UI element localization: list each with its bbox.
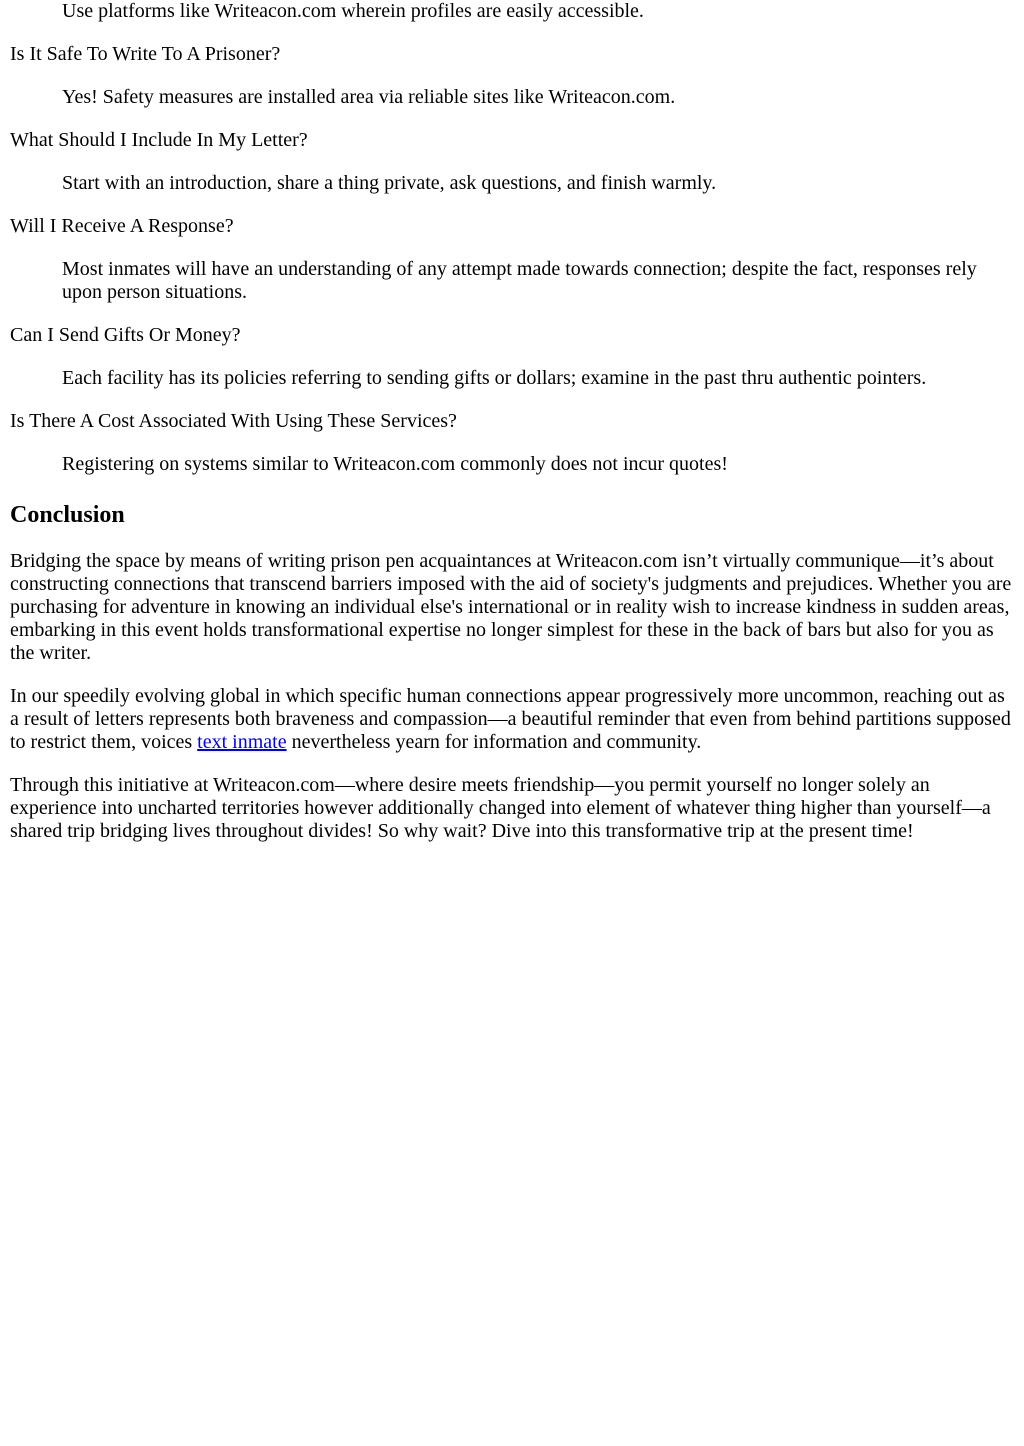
faq-answer: Yes! Safety measures are installed area via reliable sites like Writeacon.com. (62, 86, 676, 108)
paragraph-2-text-before: In our speedily evolving global in which specific human connections appear progressively more uncommon, reaching out as a result of letters represents both braveness and compassion—a beautiful reminder that even from behind partitions supposed to restrict them, voices (10, 685, 1011, 753)
faq-answer: Each facility has its policies referring to sending gifts or dollars; examine in the past thru authentic pointers. (62, 367, 927, 389)
conclusion-heading: Conclusion (10, 502, 125, 528)
faq-answer: Start with an introduction, share a thing private, ask questions, and finish warmly. (62, 172, 717, 194)
faq-question: What Should I Include In My Letter? (10, 129, 308, 151)
faq-question: Will I Receive A Response? (10, 215, 234, 237)
faq-list (10, 0, 1014, 476)
faq-answer: Use platforms like Writeacon.com wherein profiles are easily accessible. (62, 0, 644, 22)
faq-question: Can I Send Gifts Or Money? (10, 324, 241, 346)
faq-question: Is There A Cost Associated With Using These Services? (10, 410, 457, 432)
faq-answer: Most inmates will have an understanding of any attempt made towards connection; despite the fact, responses rely upon person situations. (62, 258, 977, 303)
conclusion-paragraph-2 (10, 685, 1014, 754)
text-inmate-link[interactable]: text inmate (197, 731, 287, 753)
faq-answer: Registering on systems similar to Writeacon.com commonly does not incur quotes! (62, 453, 728, 475)
conclusion-paragraph-1: Bridging the space by means of writing prison pen acquaintances at Writeacon.com isn’t virtually communique—it’s about constructing connections that transcend barriers imposed with the aid of society's judgments and prejudices. Whether you are purchasing for adventure in knowing an individual else's international or in reality wish to increase kindness in sudden areas, embarking in this event holds transformational expertise no longer simplest for these in the back of bars but also for you as the writer. (10, 550, 1012, 664)
faq-question: Is It Safe To Write To A Prisoner? (10, 43, 281, 65)
conclusion-paragraph-3: Through this initiative at Writeacon.com—where desire meets friendship—you permit yourself no longer solely an experience into uncharted territories however additionally changed into element of whatever thing higher than yourself—a shared trip bridging lives throughout divides! So why wait? Dive into this transformative trip at the present time! (10, 774, 991, 842)
paragraph-2-text-after: nevertheless yearn for information and community. (286, 731, 702, 753)
